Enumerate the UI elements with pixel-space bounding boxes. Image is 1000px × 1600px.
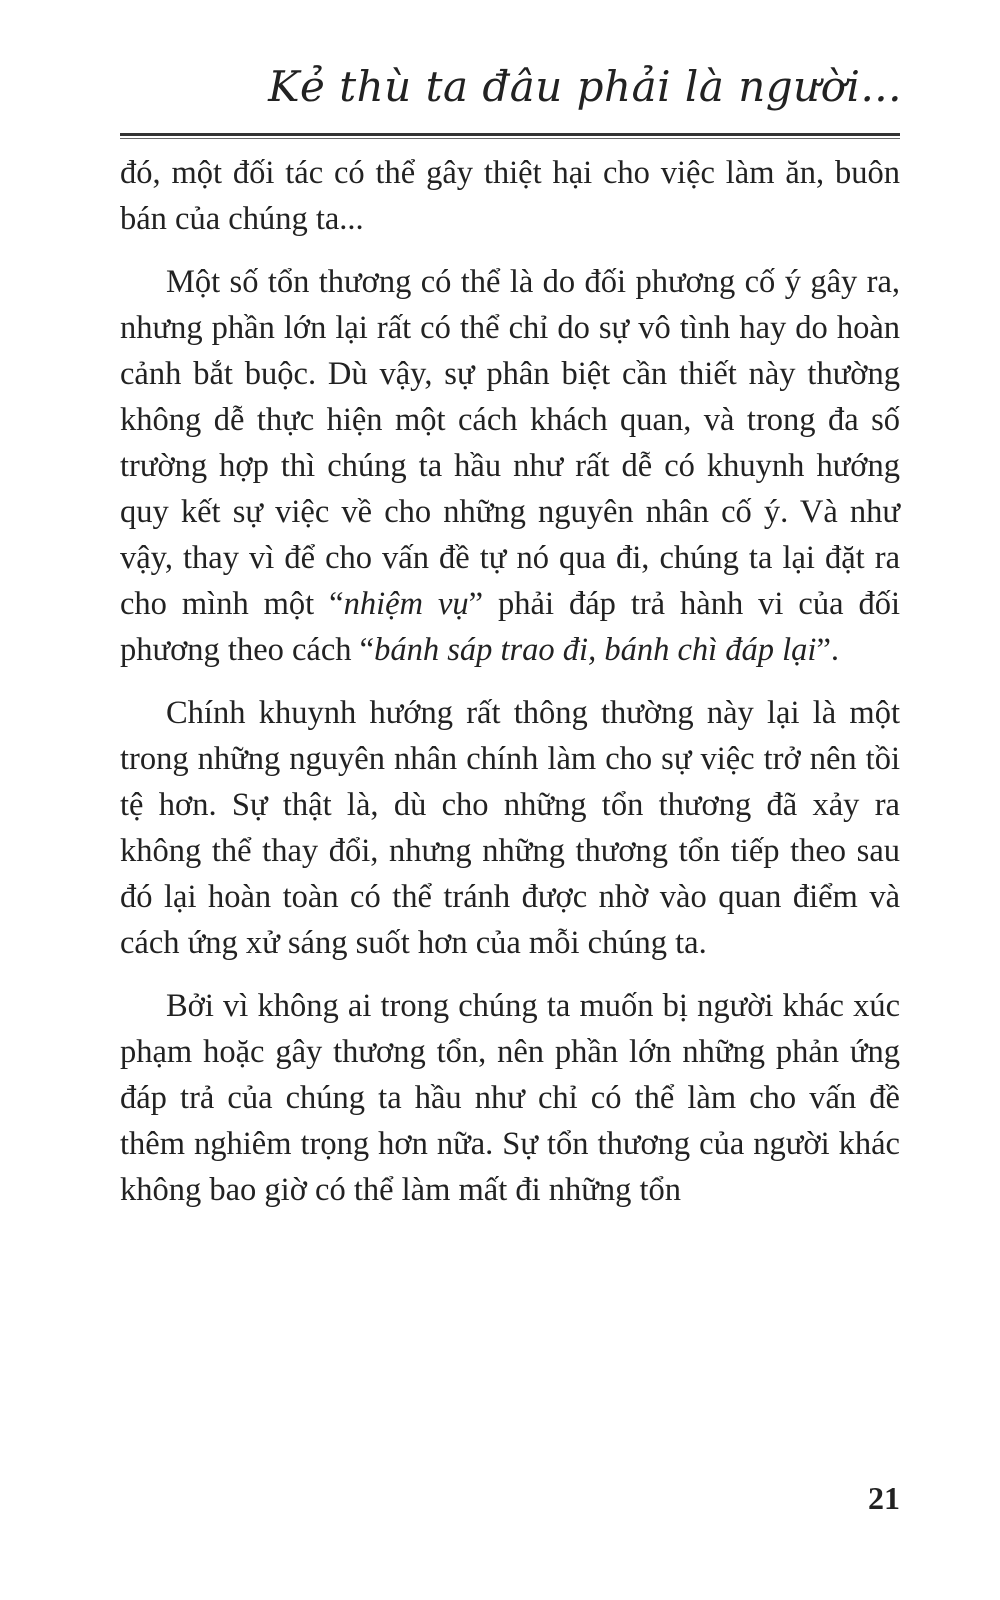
paragraph-2-part-1: Một số tổn thương có thể là do đối phương cố ý gây ra, nhưng phần lớn lại rất có thể chỉ do sự vô tình hay do hoàn cảnh bắt buộc. Dù vậy, sự phân biệt cần thiết này thường không dễ thực hiện một cách khách quan, và trong đa số trường hợp thì chúng ta hầu như rất dễ có khuynh hướng quy kết sự việc về cho những nguyên nhân cố ý. Và như vậy, thay vì để cho vấn đề tự nó qua đi, chúng ta lại đặt ra cho mình một “ xyxy=(120,264,900,622)
paragraph-4: Bởi vì không ai trong chúng ta muốn bị người khác xúc phạm hoặc gây thương tổn, nên phần lớn những phản ứng đáp trả của chúng ta hầu như chỉ có thể làm cho vấn đề thêm nghiêm trọng hơn nữa. Sự tổn thương của người khác không bao giờ có thể làm mất đi những tổn xyxy=(120,988,900,1208)
header-rule xyxy=(120,133,900,136)
page-number: 21 xyxy=(868,1480,900,1516)
body-text xyxy=(120,150,900,1230)
paragraph-3: Chính khuynh hướng rất thông thường này lại là một trong những nguyên nhân chính làm cho sự việc trở nên tồi tệ hơn. Sự thật là, dù cho những tổn thương đã xảy ra không thể thay đổi, nhưng những thương tổn tiếp theo sau đó lại hoàn toàn có thể tránh được nhờ vào quan điểm và cách ứng xử sáng suốt hơn của mỗi chúng ta. xyxy=(120,695,900,961)
paragraph-2-part-2: ” phải đáp trả hành vi của đối phương theo cách “ xyxy=(120,586,901,668)
paragraph-2-part-3: ”. xyxy=(816,632,840,668)
header-rule-thin xyxy=(120,138,900,139)
paragraph-2 xyxy=(120,259,900,673)
emphasis-proverb: bánh sáp trao đi, bánh chì đáp lại xyxy=(374,632,817,668)
running-header-title: Kẻ thù ta đâu phải là người... xyxy=(268,62,902,111)
paragraph-continuation: đó, một đối tác có thể gây thiệt hại cho việc làm ăn, buôn bán của chúng ta... xyxy=(120,155,900,237)
emphasis-nhiem-vu: nhiệm vụ xyxy=(343,586,469,622)
